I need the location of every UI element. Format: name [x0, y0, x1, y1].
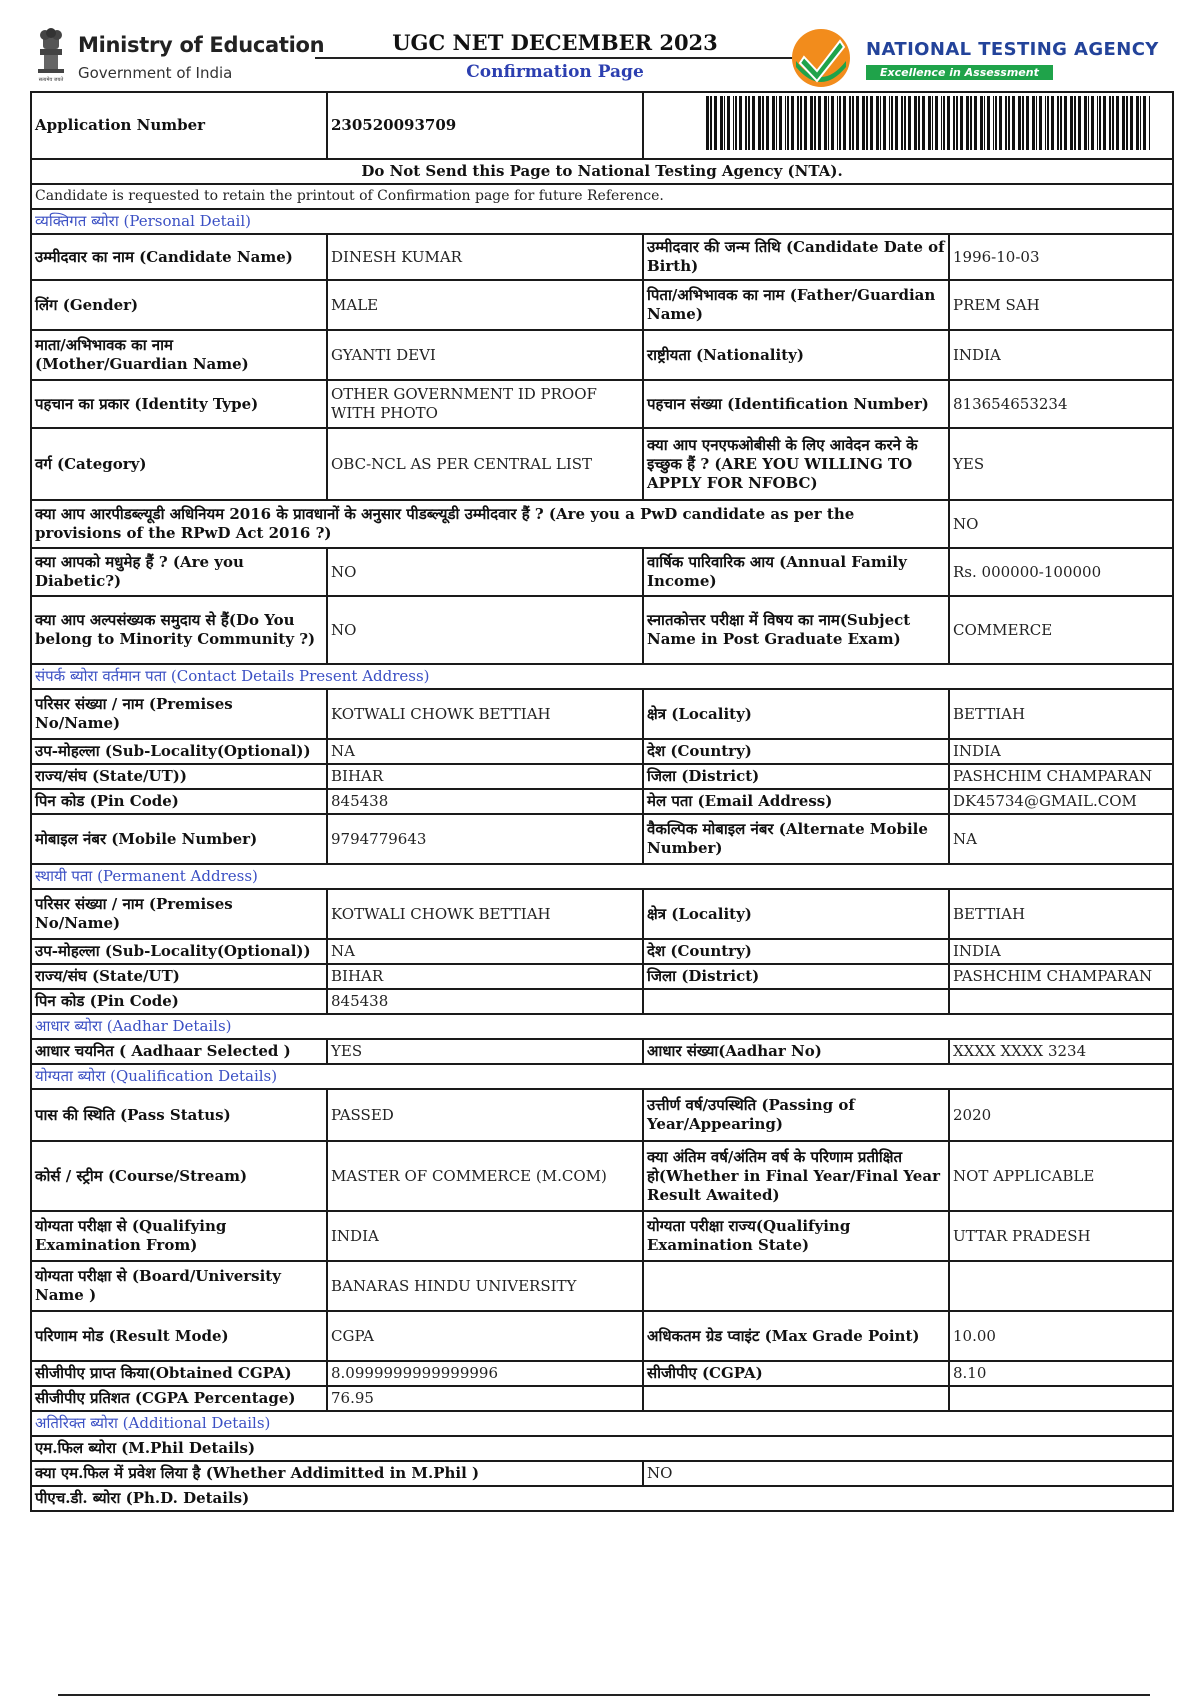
present-pin-value: 845438 [327, 789, 643, 814]
barcode-bar [752, 96, 755, 150]
barcode-bar [966, 96, 969, 150]
field-label: पिन कोड (Pin Code) [31, 789, 327, 814]
field-label: स्नातकोत्तर परीक्षा में विषय का नाम(Subject Name in Post Graduate Exam) [643, 596, 949, 664]
phd-details-label: पीएच.डी. ब्योरा (Ph.D. Details) [31, 1486, 1173, 1511]
barcode-bar [928, 96, 931, 150]
footer-divider [58, 1694, 1150, 1696]
barcode-bar [914, 96, 917, 150]
table-row [31, 380, 1173, 428]
cgpa-value: 8.10 [949, 1361, 1173, 1386]
barcode-bar [766, 96, 769, 150]
table-row [31, 1361, 1173, 1386]
exam-title: UGC NET DECEMBER 2023 [392, 30, 718, 55]
do-not-send-notice: Do Not Send this Page to National Testing Agency (NTA). [31, 159, 1173, 184]
field-label: आधार चयनित ( Aadhaar Selected ) [31, 1039, 327, 1064]
aadhar-section-header [31, 1014, 1173, 1039]
field-label: राज्य/संघ (State/UT) [31, 964, 327, 989]
barcode-bar [787, 96, 789, 150]
field-label: कोर्स / स्ट्रीम (Course/Stream) [31, 1141, 327, 1211]
barcode-bar [870, 96, 873, 150]
qualifying-state-value: UTTAR PRADESH [949, 1211, 1173, 1261]
barcode-bar [1008, 96, 1010, 150]
nfobc-value: YES [949, 428, 1173, 500]
identity-type-value: OTHER GOVERNMENT ID PROOF WITH PHOTO [327, 380, 643, 428]
field-label: उम्मीदवार की जन्म तिथि (Candidate Date of Birth) [643, 234, 949, 280]
qualifying-from-value: INDIA [327, 1211, 643, 1261]
barcode-bar [984, 96, 985, 150]
barcode-cell [643, 92, 1173, 159]
field-label: पिता/अभिभावक का नाम (Father/Guardian Name) [643, 280, 949, 330]
table-row [31, 1211, 1173, 1261]
table-row [31, 989, 1173, 1014]
barcode-bar [1112, 96, 1114, 150]
barcode-bar [1039, 96, 1042, 150]
identification-number-value: 813654653234 [949, 380, 1173, 428]
field-label: सीजीपीए प्रतिशत (CGPA Percentage) [31, 1386, 327, 1411]
barcode-bar [1130, 96, 1133, 150]
field-label: पहचान संख्या (Identification Number) [643, 380, 949, 428]
nta-checkmark-logo [790, 27, 852, 89]
agency-title: NATIONAL TESTING AGENCY [866, 39, 1159, 60]
barcode-bar [720, 96, 723, 150]
barcode-bar [866, 96, 868, 150]
barcode-bar [883, 96, 886, 150]
field-label: क्या अंतिम वर्ष/अंतिम वर्ष के परिणाम प्रतीक्षित हो(Whether in Final Year/Final Year Result Awaited) [643, 1141, 949, 1211]
mphil-details-label: एम.फिल ब्योरा (M.Phil Details) [31, 1436, 1173, 1461]
barcode-bar [1018, 96, 1021, 150]
result-mode-value: CGPA [327, 1311, 643, 1361]
field-label: योग्यता परीक्षा से (Board/University Name ) [31, 1261, 327, 1311]
barcode-bar [960, 96, 963, 150]
diabetic-value: NO [327, 548, 643, 596]
barcode-bar [904, 96, 906, 150]
barcode-bar [1032, 96, 1035, 150]
empty-cell [949, 1386, 1173, 1411]
personal-section-header [31, 209, 1173, 234]
pg-subject-value: COMMERCE [949, 596, 1173, 664]
barcode-bar [779, 96, 782, 150]
empty-cell [949, 1261, 1173, 1311]
field-label: जिला (District) [643, 964, 949, 989]
barcode-bar [993, 96, 994, 150]
barcode-bar [956, 96, 958, 150]
present-address-section-header [31, 664, 1173, 689]
mphil-admitted-value: NO [643, 1461, 1173, 1486]
permanent-country-value: INDIA [949, 939, 1173, 964]
barcode-bar [953, 96, 955, 150]
barcode-bar [1091, 96, 1094, 150]
barcode-bar [839, 96, 841, 150]
barcode-bar [987, 96, 990, 150]
barcode-bar [745, 96, 747, 150]
barcode-bar [1116, 96, 1119, 150]
page-header [30, 25, 1172, 91]
alternate-mobile-value: NA [949, 814, 1173, 864]
obtained-cgpa-value: 8.0999999999999996 [327, 1361, 643, 1386]
table-row [31, 428, 1173, 500]
barcode-bar [733, 96, 734, 150]
permanent-pin-value: 845438 [327, 989, 643, 1014]
email-value: DK45734@GMAIL.COM [949, 789, 1173, 814]
additional-section-header [31, 1411, 1173, 1436]
nationality-value: INDIA [949, 330, 1173, 380]
field-label: माता/अभिभावक का नाम (Mother/Guardian Name) [31, 330, 327, 380]
field-label: क्या आप अल्पसंख्यक समुदाय से हैं(Do You belong to Minority Community ?) [31, 596, 327, 664]
barcode-bar [810, 96, 813, 150]
field-label: परिणाम मोड (Result Mode) [31, 1311, 327, 1361]
barcode-bar [735, 96, 737, 150]
table-row [31, 1436, 1173, 1461]
present-premises-value: KOTWALI CHOWK BETTIAH [327, 689, 643, 739]
field-label: क्या आप आरपीडब्ल्यूडी अधिनियम 2016 के प्रावधानों के अनुसार पीडब्ल्यूडी उम्मीदवार हैं ? (Are you a PwD candidate as per the provisions of the RPwD Act 2016 ?) [31, 500, 949, 548]
field-label: क्या आपको मधुमेह हैं ? (Are you Diabetic?) [31, 548, 327, 596]
table-row [31, 1461, 1173, 1486]
table-row [31, 1039, 1173, 1064]
section-title-additional: अतिरिक्त ब्योरा (Additional Details) [31, 1411, 1173, 1436]
table-row [31, 1386, 1173, 1411]
barcode-bar [1140, 96, 1141, 150]
passing-year-value: 2020 [949, 1089, 1173, 1141]
present-country-value: INDIA [949, 739, 1173, 764]
emblem-caption: सत्यमेव जयते [38, 77, 64, 83]
field-label: मेल पता (Email Address) [643, 789, 949, 814]
barcode-bar [974, 96, 977, 150]
dob-value: 1996-10-03 [949, 234, 1173, 280]
barcode-bar [999, 96, 1002, 150]
government-subtitle: Government of India [78, 64, 233, 82]
permanent-district-value: PASHCHIM CHAMPARAN [949, 964, 1173, 989]
barcode-bar [1051, 96, 1054, 150]
present-locality-value: BETTIAH [949, 689, 1173, 739]
confirmation-page-title: Confirmation Page [466, 62, 644, 82]
table-row [31, 548, 1173, 596]
table-row [31, 689, 1173, 739]
barcode-bar [804, 96, 807, 150]
field-label: उप-मोहल्ला (Sub-Locality(Optional)) [31, 939, 327, 964]
table-row [31, 814, 1173, 864]
cgpa-percentage-value: 76.95 [327, 1386, 643, 1411]
pwd-value: NO [949, 500, 1173, 548]
agency-tagline: Excellence in Assessment [866, 65, 1053, 80]
application-table [30, 91, 1174, 1512]
barcode-bar [785, 96, 786, 150]
barcode-bar [843, 96, 846, 150]
table-row [31, 596, 1173, 664]
income-value: Rs. 000000-100000 [949, 548, 1173, 596]
barcode-icon [704, 96, 1152, 150]
field-label: परिसर संख्या / नाम (Premises No/Name) [31, 889, 327, 939]
barcode-bar [1036, 96, 1037, 150]
present-state-value: BIHAR [327, 764, 643, 789]
field-label: सीजीपीए प्राप्त किया(Obtained CGPA) [31, 1361, 327, 1386]
board-university-value: BANARAS HINDU UNIVERSITY [327, 1261, 643, 1311]
table-row [31, 1141, 1173, 1211]
barcode-bar [862, 96, 865, 150]
barcode-bar [891, 96, 893, 150]
field-label: वर्ग (Category) [31, 428, 327, 500]
field-label: योग्यता परीक्षा से (Qualifying Examination From) [31, 1211, 327, 1261]
barcode-bar [941, 96, 942, 150]
barcode-bar [706, 96, 709, 150]
minority-value: NO [327, 596, 643, 664]
field-label: मोबाइल नंबर (Mobile Number) [31, 814, 327, 864]
barcode-bar [1088, 96, 1089, 150]
barcode-bar [831, 96, 834, 150]
barcode-bar [1099, 96, 1101, 150]
national-emblem-icon [32, 27, 70, 83]
field-label: उप-मोहल्ला (Sub-Locality(Optional)) [31, 739, 327, 764]
barcode-bar [800, 96, 802, 150]
section-title-permanent-address: स्थायी पता (Permanent Address) [31, 864, 1173, 889]
barcode-bar [739, 96, 742, 150]
barcode-bar [852, 96, 854, 150]
barcode-bar [922, 96, 925, 150]
barcode-bar [895, 96, 898, 150]
barcode-bar [1084, 96, 1087, 150]
barcode-bar [1097, 96, 1098, 150]
application-number-label: Application Number [31, 92, 327, 159]
field-label: पिन कोड (Pin Code) [31, 989, 327, 1014]
field-label: वैकल्पिक मोबाइल नंबर (Alternate Mobile Number) [643, 814, 949, 864]
empty-cell [643, 1261, 949, 1311]
barcode-bar [776, 96, 777, 150]
section-title-personal: व्यक्तिगत ब्योरा (Personal Detail) [31, 209, 1173, 234]
field-label: क्या एम.फिल में प्रवेश लिया है (Whether Addimitted in M.Phil ) [31, 1461, 643, 1486]
gender-value: MALE [327, 280, 643, 330]
field-label: राज्य/संघ (State/UT)) [31, 764, 327, 789]
barcode-bar [1136, 96, 1139, 150]
barcode-bar [748, 96, 750, 150]
field-label: परिसर संख्या / नाम (Premises No/Name) [31, 689, 327, 739]
permanent-premises-value: KOTWALI CHOWK BETTIAH [327, 889, 643, 939]
barcode-bar [1012, 96, 1015, 150]
ministry-title: Ministry of Education [78, 33, 325, 57]
barcode-bar [856, 96, 859, 150]
permanent-address-section-header [31, 864, 1173, 889]
empty-cell [643, 1386, 949, 1411]
barcode-bar [1109, 96, 1111, 150]
barcode-bar [797, 96, 799, 150]
mother-name-value: GYANTI DEVI [327, 330, 643, 380]
field-label: क्षेत्र (Locality) [643, 689, 949, 739]
barcode-bar [1045, 96, 1046, 150]
barcode-bar [889, 96, 890, 150]
barcode-bar [1057, 96, 1059, 150]
barcode-bar [1143, 96, 1146, 150]
barcode-bar [980, 96, 983, 150]
field-label: देश (Country) [643, 739, 949, 764]
application-number-value: 230520093709 [327, 92, 643, 159]
table-row [31, 234, 1173, 280]
field-label: राष्ट्रीयता (Nationality) [643, 330, 949, 380]
table-row [31, 500, 1173, 548]
max-grade-value: 10.00 [949, 1311, 1173, 1361]
barcode-bar [1064, 96, 1067, 150]
field-label: क्या आप एनएफओबीसी के लिए आवेदन करने के इच्छुक हैं ? (ARE YOU WILLING TO APPLY FOR NFOBC) [643, 428, 949, 500]
field-label: उत्तीर्ण वर्ष/उपस्थिति (Passing of Year/Appearing) [643, 1089, 949, 1141]
field-label: उम्मीदवार का नाम (Candidate Name) [31, 234, 327, 280]
header-divider [315, 57, 825, 59]
field-label: क्षेत्र (Locality) [643, 889, 949, 939]
barcode-bar [791, 96, 794, 150]
barcode-bar [818, 96, 821, 150]
section-title-aadhar: आधार ब्योरा (Aadhar Details) [31, 1014, 1173, 1039]
barcode-bar [1103, 96, 1106, 150]
field-label: आधार संख्या(Aadhar No) [643, 1039, 949, 1064]
barcode-bar [876, 96, 879, 150]
table-row [31, 1311, 1173, 1361]
barcode-bar [772, 96, 775, 150]
barcode-bar [880, 96, 881, 150]
qualification-section-header [31, 1064, 1173, 1089]
table-row [31, 889, 1173, 939]
application-number-row [31, 92, 1173, 159]
barcode-bar [1074, 96, 1076, 150]
barcode-bar [970, 96, 972, 150]
barcode-bar [1060, 96, 1062, 150]
empty-cell [643, 989, 949, 1014]
barcode-bar [758, 96, 761, 150]
table-row [31, 764, 1173, 789]
table-row [31, 1486, 1173, 1511]
barcode-bar [837, 96, 838, 150]
table-row [31, 330, 1173, 380]
permanent-state-value: BIHAR [327, 964, 643, 989]
table-row [31, 789, 1173, 814]
table-row [31, 939, 1173, 964]
permanent-locality-value: BETTIAH [949, 889, 1173, 939]
aadhaar-selected-value: YES [327, 1039, 643, 1064]
field-label: पास की स्थिति (Pass Status) [31, 1089, 327, 1141]
father-name-value: PREM SAH [949, 280, 1173, 330]
barcode-bar [824, 96, 827, 150]
aadhar-number-value: XXXX XXXX 3234 [949, 1039, 1173, 1064]
table-row [31, 739, 1173, 764]
barcode-bar [901, 96, 903, 150]
barcode-bar [849, 96, 851, 150]
field-label: अधिकतम ग्रेड प्वाइंट (Max Grade Point) [643, 1311, 949, 1361]
field-label: लिंग (Gender) [31, 280, 327, 330]
barcode-bar [814, 96, 816, 150]
barcode-bar [1070, 96, 1073, 150]
pass-status-value: PASSED [327, 1089, 643, 1141]
section-title-present-address: संपर्क ब्योरा वर्तमान पता (Contact Details Present Address) [31, 664, 1173, 689]
barcode-bar [828, 96, 829, 150]
barcode-bar [1149, 96, 1150, 150]
retain-notice: Candidate is requested to retain the printout of Confirmation page for future Reference. [31, 184, 1173, 209]
present-sublocality-value: NA [327, 739, 643, 764]
field-label: योग्यता परीक्षा राज्य(Qualifying Examination State) [643, 1211, 949, 1261]
barcode-bar [714, 96, 717, 150]
final-result-value: NOT APPLICABLE [949, 1141, 1173, 1211]
barcode-bar [727, 96, 730, 150]
barcode-bar [1122, 96, 1125, 150]
field-label: जिला (District) [643, 764, 949, 789]
barcode-bar [932, 96, 933, 150]
barcode-bar [1005, 96, 1007, 150]
confirmation-page [30, 25, 1172, 1512]
barcode-bar [935, 96, 938, 150]
barcode-bar [918, 96, 920, 150]
retain-row [31, 184, 1173, 209]
field-label: पहचान का प्रकार (Identity Type) [31, 380, 327, 428]
barcode-bar [1126, 96, 1128, 150]
category-value: OBC-NCL AS PER CENTRAL LIST [327, 428, 643, 500]
field-label: सीजीपीए (CGPA) [643, 1361, 949, 1386]
barcode-bar [995, 96, 997, 150]
permanent-sublocality-value: NA [327, 939, 643, 964]
present-district-value: PASHCHIM CHAMPARAN [949, 764, 1173, 789]
barcode-bar [1026, 96, 1029, 150]
table-row [31, 1261, 1173, 1311]
field-label: देश (Country) [643, 939, 949, 964]
table-row [31, 964, 1173, 989]
barcode-bar [762, 96, 764, 150]
barcode-bar [1078, 96, 1081, 150]
empty-cell [949, 989, 1173, 1014]
table-row [31, 1089, 1173, 1141]
notice-row [31, 159, 1173, 184]
section-title-qualification: योग्यता ब्योरा (Qualification Details) [31, 1064, 1173, 1089]
barcode-bar [947, 96, 950, 150]
table-row [31, 280, 1173, 330]
barcode-bar [710, 96, 712, 150]
barcode-bar [1047, 96, 1049, 150]
barcode-bar [1022, 96, 1024, 150]
barcode-bar [908, 96, 911, 150]
candidate-name-value: DINESH KUMAR [327, 234, 643, 280]
course-value: MASTER OF COMMERCE (M.COM) [327, 1141, 643, 1211]
barcode-bar [943, 96, 945, 150]
field-label: वार्षिक पारिवारिक आय (Annual Family Income) [643, 548, 949, 596]
mobile-value: 9794779643 [327, 814, 643, 864]
barcode-bar [724, 96, 725, 150]
